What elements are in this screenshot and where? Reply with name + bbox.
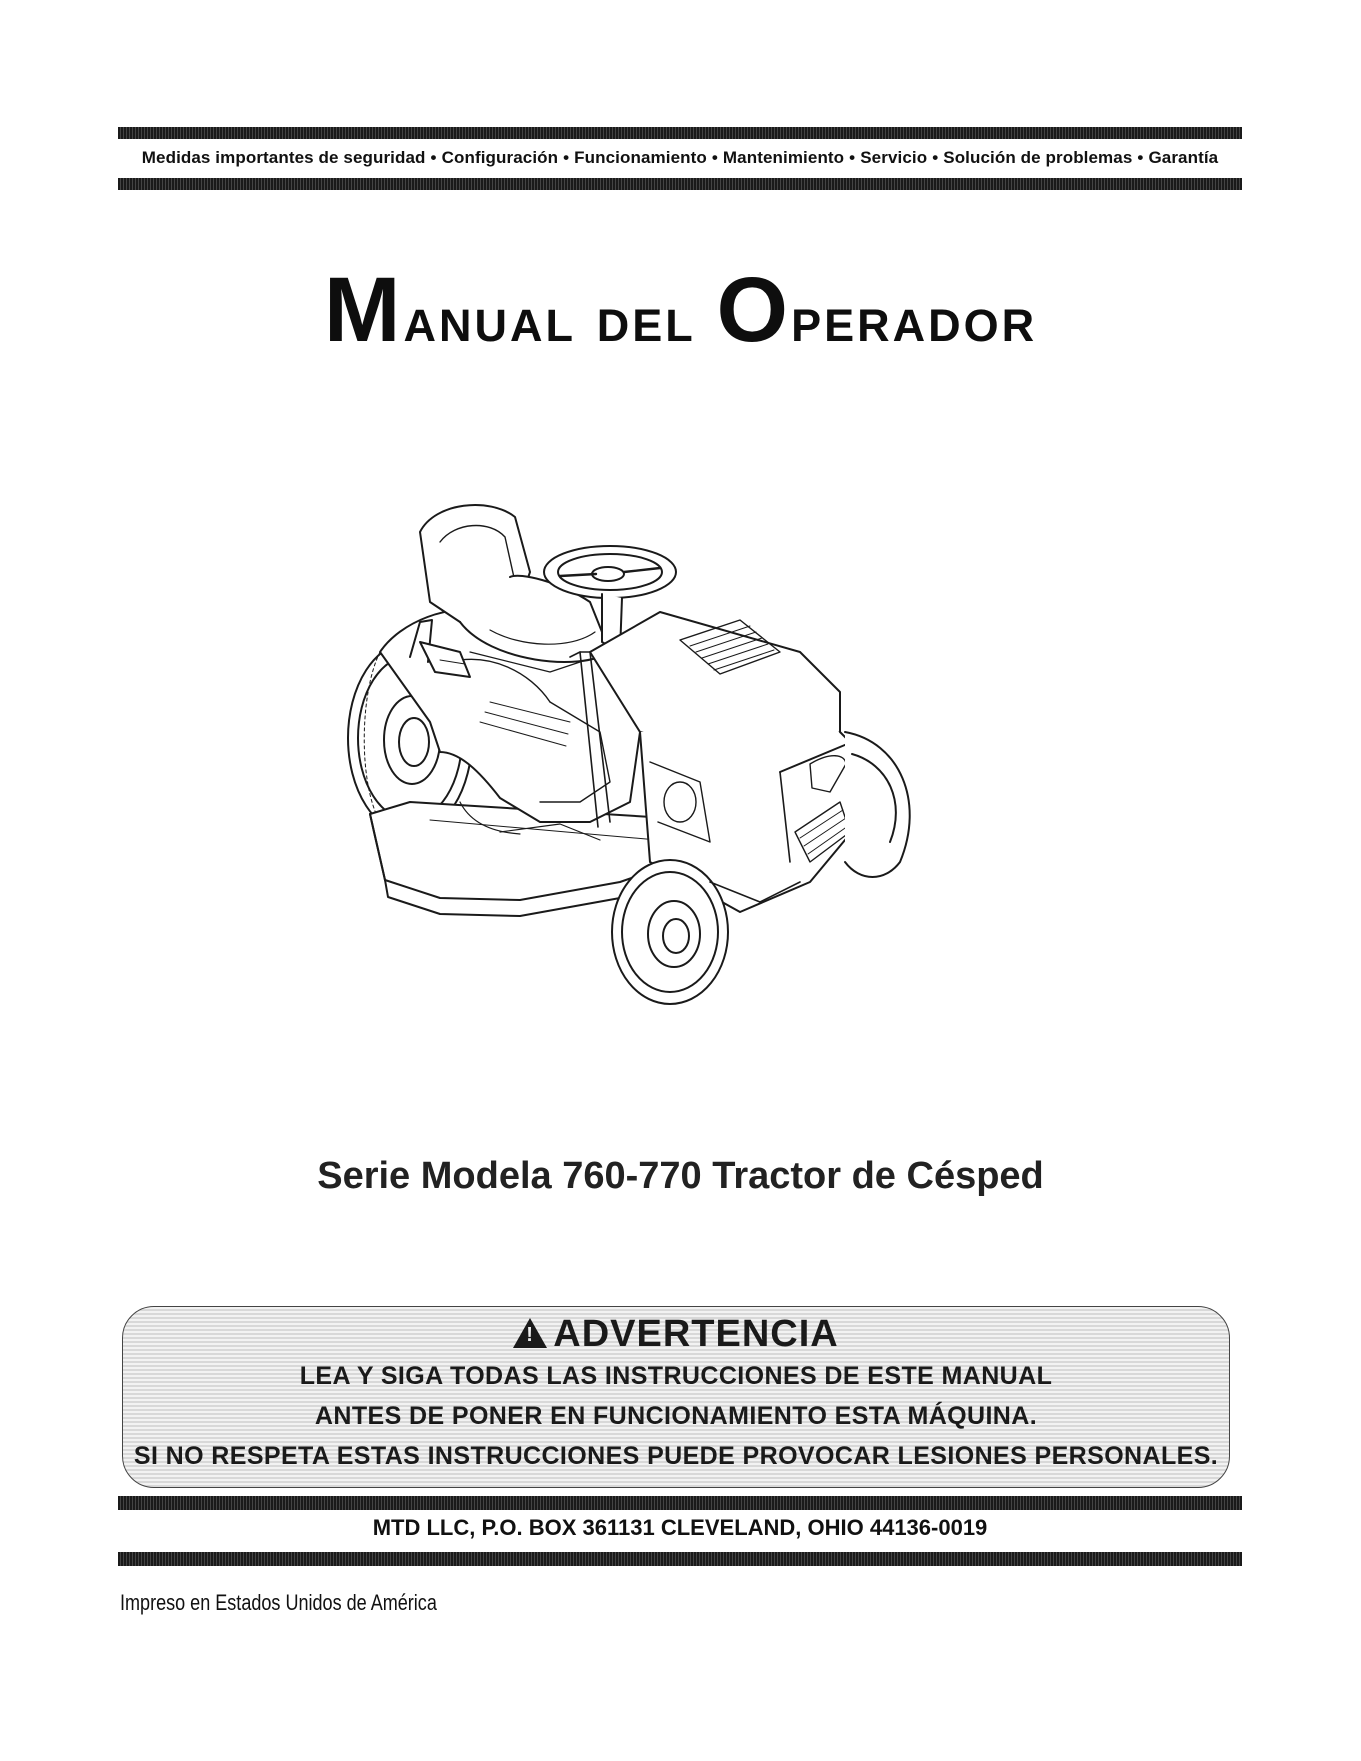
title-word-del: del xyxy=(596,283,696,355)
separator: • xyxy=(849,148,856,167)
section-troubleshooting: Solución de problemas xyxy=(943,148,1133,167)
warning-triangle-icon xyxy=(513,1318,547,1348)
warning-heading xyxy=(123,1313,1229,1356)
top-rule-lower xyxy=(118,178,1242,190)
title-word-manual: anual xyxy=(403,283,576,355)
section-warranty: Garantía xyxy=(1148,148,1219,167)
separator: • xyxy=(1137,148,1144,167)
warning-line-2: ANTES DE PONER EN FUNCIONAMIENTO ESTA MÁQUINA. xyxy=(314,1402,1038,1430)
separator: • xyxy=(563,148,570,167)
footer-rule-lower xyxy=(118,1552,1242,1566)
page-title xyxy=(0,258,1361,363)
warning-box xyxy=(122,1306,1230,1488)
riding-lawn-tractor-illustration xyxy=(340,502,980,1102)
title-initial-o: O xyxy=(716,259,792,361)
separator: • xyxy=(430,148,437,167)
front-wheel-right-icon xyxy=(845,732,910,877)
top-rule-upper xyxy=(118,127,1242,139)
title-initial-m: M xyxy=(323,259,404,361)
section-operation: Funcionamiento xyxy=(574,148,707,167)
section-setup: Configuración xyxy=(441,148,559,167)
warning-line-1: LEA Y SIGA TODAS LAS INSTRUCCIONES DE ESTE MANUAL xyxy=(299,1362,1053,1390)
footer-rule-upper xyxy=(118,1496,1242,1510)
section-maintenance: Mantenimiento xyxy=(722,148,845,167)
warning-title: ADVERTENCIA xyxy=(553,1313,839,1355)
section-list xyxy=(118,148,1242,168)
section-safety: Medidas importantes de seguridad xyxy=(141,148,426,167)
company-address: MTD LLC, P.O. BOX 361131 CLEVELAND, OHIO 44136-0019 xyxy=(372,1515,988,1540)
warning-line-3: SI NO RESPETA ESTAS INSTRUCCIONES PUEDE PROVOCAR LESIONES PERSONALES. xyxy=(133,1442,1219,1470)
section-service: Servicio xyxy=(860,148,928,167)
separator: • xyxy=(932,148,939,167)
title-word-operador: perador xyxy=(791,283,1038,355)
printed-in-note: Impreso en Estados Unidos de América xyxy=(120,1590,437,1615)
separator: • xyxy=(711,148,718,167)
model-subtitle: Serie Modela 760-770 Tractor de Césped xyxy=(317,1155,1044,1197)
